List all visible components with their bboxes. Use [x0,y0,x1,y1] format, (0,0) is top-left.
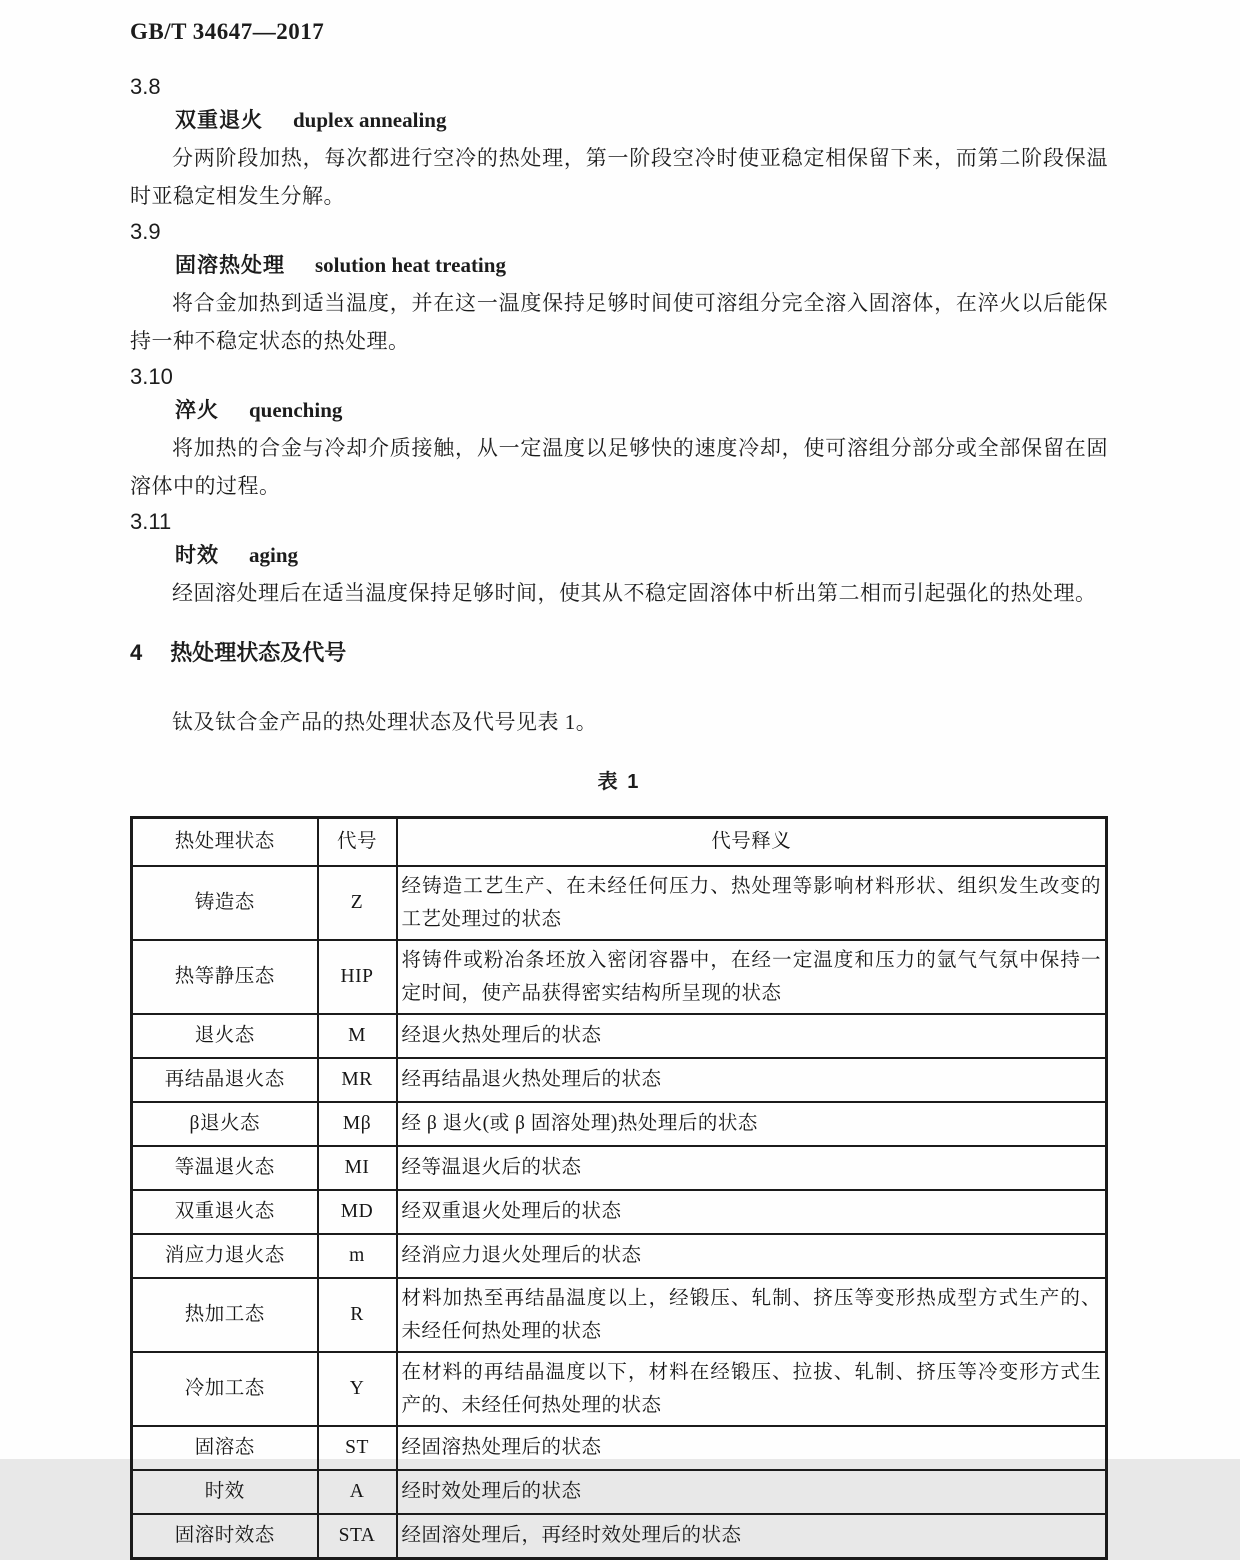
code-cell: M [318,1014,397,1058]
state-cell: 再结晶退火态 [132,1058,318,1102]
state-cell: β退火态 [132,1102,318,1146]
term-line [130,103,1108,138]
table-row [132,1058,1107,1102]
header-state: 热处理状态 [132,817,318,866]
definitions-section [130,70,1108,613]
state-cell: 固溶态 [132,1426,318,1470]
code-cell: Z [318,866,397,940]
term-line [130,393,1108,428]
definition-3-9 [130,215,1108,360]
term-chinese: 双重退火 [175,109,263,132]
table-intro-paragraph: 钛及钛合金产品的热处理状态及代号见表 1。 [172,709,598,734]
state-cell: 热加工态 [132,1278,318,1352]
term-chinese: 固溶热处理 [175,254,285,277]
section-4-heading [130,637,1108,669]
table-row [132,1146,1107,1190]
table-row [132,940,1107,1014]
meaning-cell: 经再结晶退火热处理后的状态 [397,1058,1107,1102]
meaning-cell: 经 β 退火(或 β 固溶处理)热处理后的状态 [397,1102,1107,1146]
definition-3-11 [130,505,1108,613]
clause-number: 3.9 [130,219,161,244]
code-cell: MR [318,1058,397,1102]
definition-text: 将合金加热到适当温度，并在这一温度保持足够时间使可溶组分完全溶入固溶体，在淬火以后能保持一种不稳定状态的热处理。 [130,291,1108,353]
table-row [132,1014,1107,1058]
definition-3-8 [130,70,1108,215]
meaning-cell: 经消应力退火处理后的状态 [397,1234,1107,1278]
table-row [132,1234,1107,1278]
meaning-cell: 经双重退火处理后的状态 [397,1190,1107,1234]
state-cell: 消应力退火态 [132,1234,318,1278]
meaning-cell: 在材料的再结晶温度以下，材料在经锻压、拉拔、轧制、挤压等冷变形方式生产的、未经任何热处理的状态 [397,1352,1107,1426]
term-english: aging [249,543,299,567]
definition-text: 经固溶处理后在适当温度保持足够时间，使其从不稳定固溶体中析出第二相而引起强化的热处理。 [172,581,1097,605]
table-row [132,866,1107,940]
table-row [132,1514,1107,1559]
code-cell: Mβ [318,1102,397,1146]
meaning-cell: 经铸造工艺生产、在未经任何压力、热处理等影响材料形状、组织发生改变的工艺处理过的状态 [397,866,1107,940]
meaning-cell: 经时效处理后的状态 [397,1470,1107,1514]
meaning-cell: 经退火热处理后的状态 [397,1014,1107,1058]
heat-treatment-codes-table [130,816,1108,1560]
code-cell: STA [318,1514,397,1559]
section-4-number: 4 [130,639,143,665]
state-cell: 铸造态 [132,866,318,940]
term-english: solution heat treating [315,253,506,277]
state-cell: 退火态 [132,1014,318,1058]
table-row [132,1352,1107,1426]
table-row [132,1278,1107,1352]
term-english: duplex annealing [293,108,447,132]
table-row [132,1190,1107,1234]
code-cell: MI [318,1146,397,1190]
standard-number: GB/T 34647—2017 [130,19,325,44]
table-row [132,1470,1107,1514]
meaning-cell: 材料加热至再结晶温度以上，经锻压、轧制、挤压等变形热成型方式生产的、未经任何热处理的状态 [397,1278,1107,1352]
table-caption: 表 1 [597,770,641,793]
state-cell: 双重退火态 [132,1190,318,1234]
code-cell: m [318,1234,397,1278]
code-cell: MD [318,1190,397,1234]
clause-number: 3.10 [130,364,173,389]
definition-text: 分两阶段加热，每次都进行空冷的热处理，第一阶段空冷时使亚稳定相保留下来，而第二阶段保温时亚稳定相发生分解。 [130,146,1108,208]
header-meaning: 代号释义 [397,817,1107,866]
meaning-cell: 经等温退火后的状态 [397,1146,1107,1190]
state-cell: 时效 [132,1470,318,1514]
code-cell: R [318,1278,397,1352]
code-cell: Y [318,1352,397,1426]
table-row [132,1102,1107,1146]
code-cell: HIP [318,940,397,1014]
state-cell: 热等静压态 [132,940,318,1014]
meaning-cell: 经固溶处理后，再经时效处理后的状态 [397,1514,1107,1559]
clause-number: 3.11 [130,509,172,534]
state-cell: 等温退火态 [132,1146,318,1190]
table-header-row [132,817,1107,866]
clause-number: 3.8 [130,74,161,99]
term-chinese: 淬火 [175,399,219,422]
definition-3-10 [130,360,1108,505]
meaning-cell: 将铸件或粉冶条坯放入密闭容器中，在经一定温度和压力的氩气气氛中保持一定时间，使产品获得密实结构所呈现的状态 [397,940,1107,1014]
code-cell: ST [318,1426,397,1470]
term-chinese: 时效 [175,544,219,567]
table-row [132,1426,1107,1470]
meaning-cell: 经固溶热处理后的状态 [397,1426,1107,1470]
state-cell: 冷加工态 [132,1352,318,1426]
term-line [130,248,1108,283]
term-english: quenching [249,398,343,422]
code-cell: A [318,1470,397,1514]
definition-text: 将加热的合金与冷却介质接触，从一定温度以足够快的速度冷却，使可溶组分部分或全部保留在固溶体中的过程。 [130,436,1108,498]
header-code: 代号 [318,817,397,866]
term-line [130,538,1108,573]
section-4-title: 热处理状态及代号 [170,639,347,665]
state-cell: 固溶时效态 [132,1514,318,1559]
